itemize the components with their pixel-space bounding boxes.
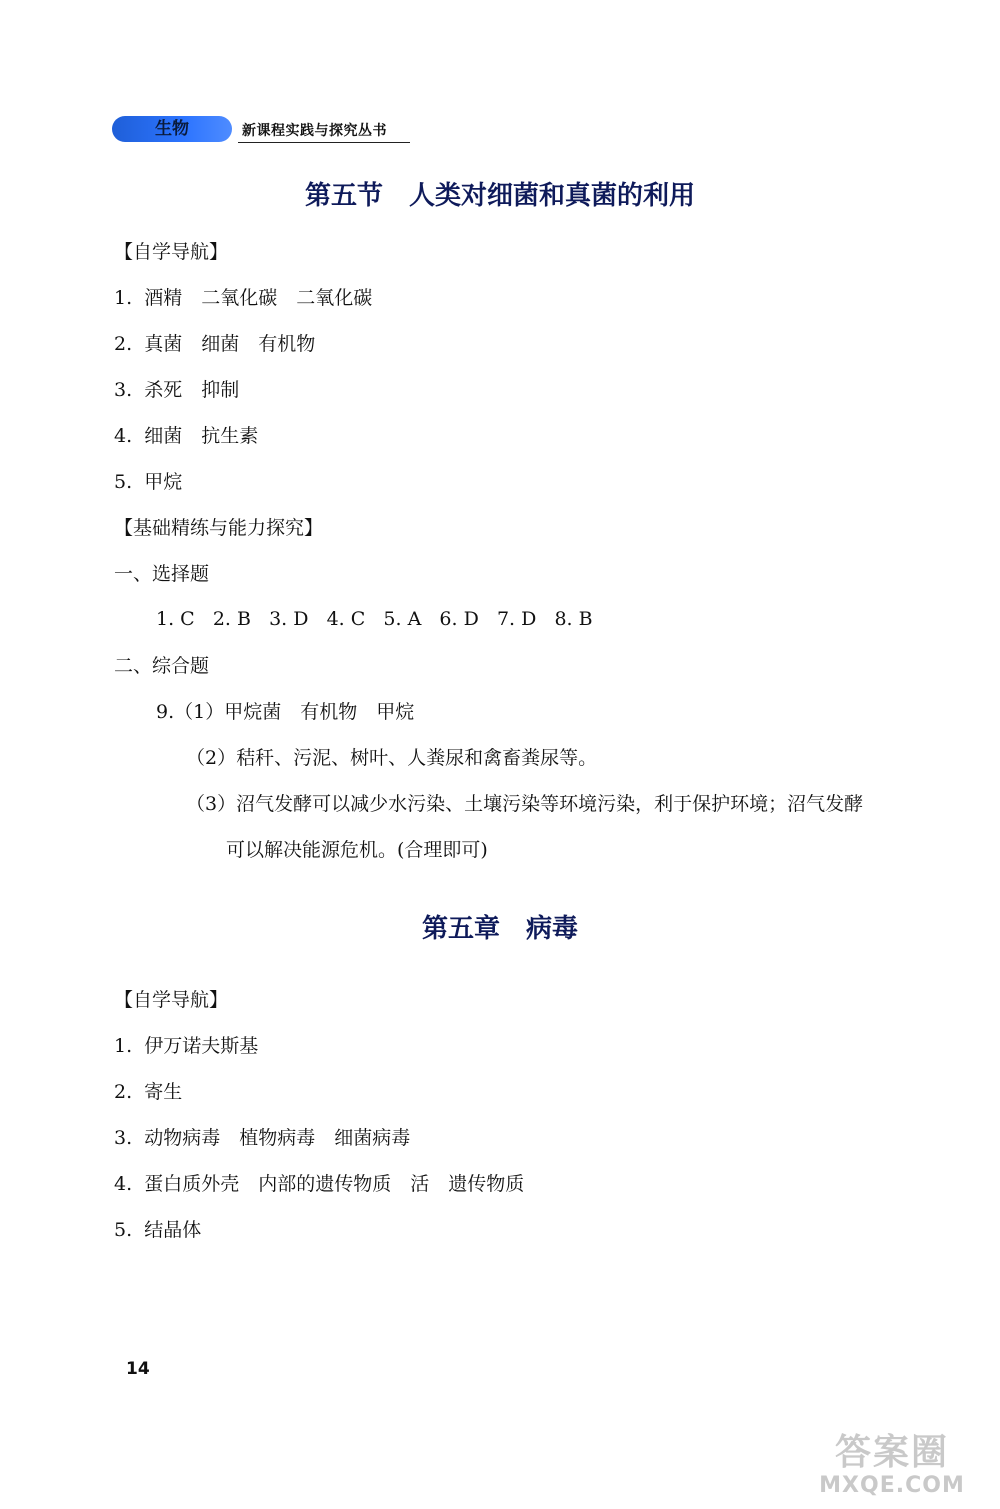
answer-9-2: （2）秸秆、污泥、树叶、人粪尿和禽畜粪尿等。 [186, 747, 598, 769]
header-underline [238, 142, 410, 143]
answer-item: 4. 蛋白质外壳 内部的遗传物质 活 遗传物质 [114, 1173, 525, 1195]
answer-item: 3. 动物病毒 植物病毒 细菌病毒 [114, 1127, 411, 1149]
choice-heading: 一、选择题 [114, 563, 210, 585]
answer-item: 1. 伊万诺夫斯基 [114, 1035, 259, 1057]
answer-item: 3. 杀死 抑制 [114, 379, 240, 401]
choice-answers: 1. C 2. B 3. D 4. C 5. A 6. D 7. D 8. B [156, 608, 593, 630]
chapter-title: 第五章 病毒 [421, 914, 578, 944]
jichu-heading: 【基础精练与能力探究】 [114, 517, 324, 539]
answer-item: 2. 真菌 细菌 有机物 [114, 333, 316, 355]
comprehensive-heading: 二、综合题 [114, 655, 210, 677]
answer-item: 4. 细菌 抗生素 [114, 425, 259, 447]
answer-item: 5. 结晶体 [114, 1219, 202, 1241]
page-number: 14 [126, 1359, 150, 1379]
watermark-logo [792, 1433, 992, 1503]
watermark-cn: 答案圈 [834, 1432, 949, 1473]
answer-item: 1. 酒精 二氧化碳 二氧化碳 [114, 287, 373, 309]
answer-9-3-cont: 可以解决能源危机。(合理即可) [226, 839, 488, 861]
watermark-en: MXQE.COM [819, 1473, 965, 1498]
answer-item: 2. 寄生 [114, 1081, 183, 1103]
section-title: 第五节 人类对细菌和真菌的利用 [304, 181, 695, 211]
zixue-heading: 【自学导航】 [114, 241, 229, 263]
series-name: 新课程实践与探究丛书 [242, 123, 387, 139]
zixue-heading: 【自学导航】 [114, 989, 229, 1011]
answer-item: 5. 甲烷 [114, 471, 183, 493]
answer-9-3: （3）沼气发酵可以减少水污染、土壤污染等环境污染，利于保护环境；沼气发酵 [186, 793, 864, 815]
page-header [112, 112, 412, 146]
subject-badge: 生物 [112, 116, 232, 142]
answer-9-1: 9.（1）甲烷菌 有机物 甲烷 [156, 701, 415, 723]
